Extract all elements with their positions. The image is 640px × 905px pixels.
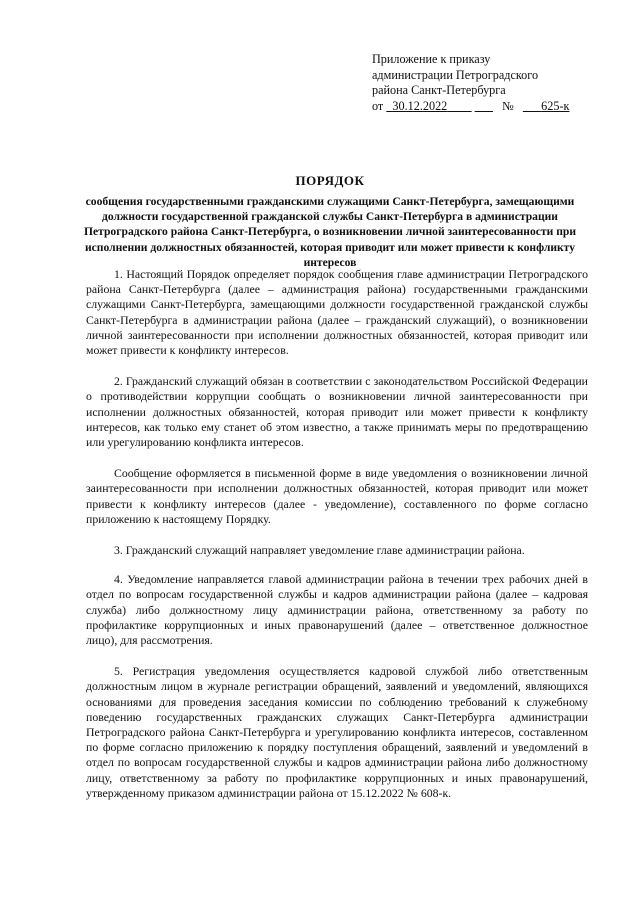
paragraph-3: 3. Гражданский служащий направляет уведомление главе администрации района. bbox=[114, 543, 525, 558]
document-title: ПОРЯДОК bbox=[295, 173, 365, 188]
attachment-date-line bbox=[372, 99, 622, 115]
attachment-line-3: района Санкт-Петербурга bbox=[372, 83, 506, 97]
order-date: 30.12.2022 bbox=[392, 98, 448, 113]
paragraph-4: 4. Уведомление направляется главой администрации района в течении трех рабочих дней в отдел по вопросам государственной службы и кадров администрации района (далее – кадровая служба) либо должностному лицу администрации района, ответственному за работу по профилактике коррупционных и иных правонарушений (далее – ответственное должностное лицо), для рассмотрения. bbox=[86, 572, 588, 648]
date-prefix: от bbox=[372, 98, 384, 113]
document-subtitle: сообщения государственными гражданскими служащими Санкт-Петербурга, замещающими должности государственной гражданской службы Санкт-Петербурга в администрации Петроградского района Санкт-Петербурга, о возникновении личной заинтересованности при исполнении должностных обязанностей, которая приводит или может привести к конфликту интересов bbox=[83, 195, 577, 269]
paragraph-2-continued: Сообщение оформляется в письменной форме в виде уведомления о возникновении личной заинтересованности при исполнении должностных обязанностей, которая приводит или может привести к конфликту интересов (далее - уведомление), составленного по форме согласно приложению к настоящему Порядку. bbox=[86, 466, 588, 526]
attachment-line-2: администрации Петроградского bbox=[372, 67, 539, 82]
number-sign: № bbox=[502, 98, 514, 113]
attachment-header bbox=[372, 52, 622, 114]
paragraph-5: 5. Регистрация уведомления осуществляется кадровой службой либо ответственным должностным лицом в журнале регистрации обращений, заявлений и уведомлений, являющихся основаниями для проведения заседания комиссии по соблюдению требований к служебному поведению государственных гражданских служащих Санкт-Петербурга администрации Петроградского района Санкт-Петербурга и урегулированию конфликта интересов, составленном по форме согласно приложению к порядку поступления обращений, заявлений и уведомлений в отдел по вопросам государственной службы и кадров администрации района либо должностному лицу, ответственному за работу по профилактике коррупционных и иных правонарушений, утвержденному приказом администрации района от 15.12.2022 № 608-к. bbox=[86, 664, 588, 800]
attachment-line-1: Приложение к приказу bbox=[372, 52, 491, 66]
paragraph-2: 2. Гражданский служащий обязан в соответствии с законодательством Российской Федерации о противодействии коррупции сообщать о возникновении личной заинтересованности при исполнении должностных обязанностей, которая приводит или может привести к конфликту интересов, как только ему станет об этом известно, а также принимать меры по предотвращению или урегулированию конфликта интересов. bbox=[86, 374, 588, 450]
paragraph-1: 1. Настоящий Порядок определяет порядок сообщения главе администрации Петроградского района Санкт-Петербурга (далее – администрация района) государственными гражданскими служащими Санкт-Петербурга, замещающими должности государственной гражданской службы Санкт-Петербурга в администрации района (далее – гражданский служащий), о возникновении личной заинтересованности при исполнении должностных обязанностей, которая приводит или может привести к конфликту интересов. bbox=[86, 267, 588, 358]
order-number: 625-к bbox=[541, 98, 570, 113]
title-block bbox=[70, 173, 590, 270]
document-body bbox=[86, 267, 588, 817]
